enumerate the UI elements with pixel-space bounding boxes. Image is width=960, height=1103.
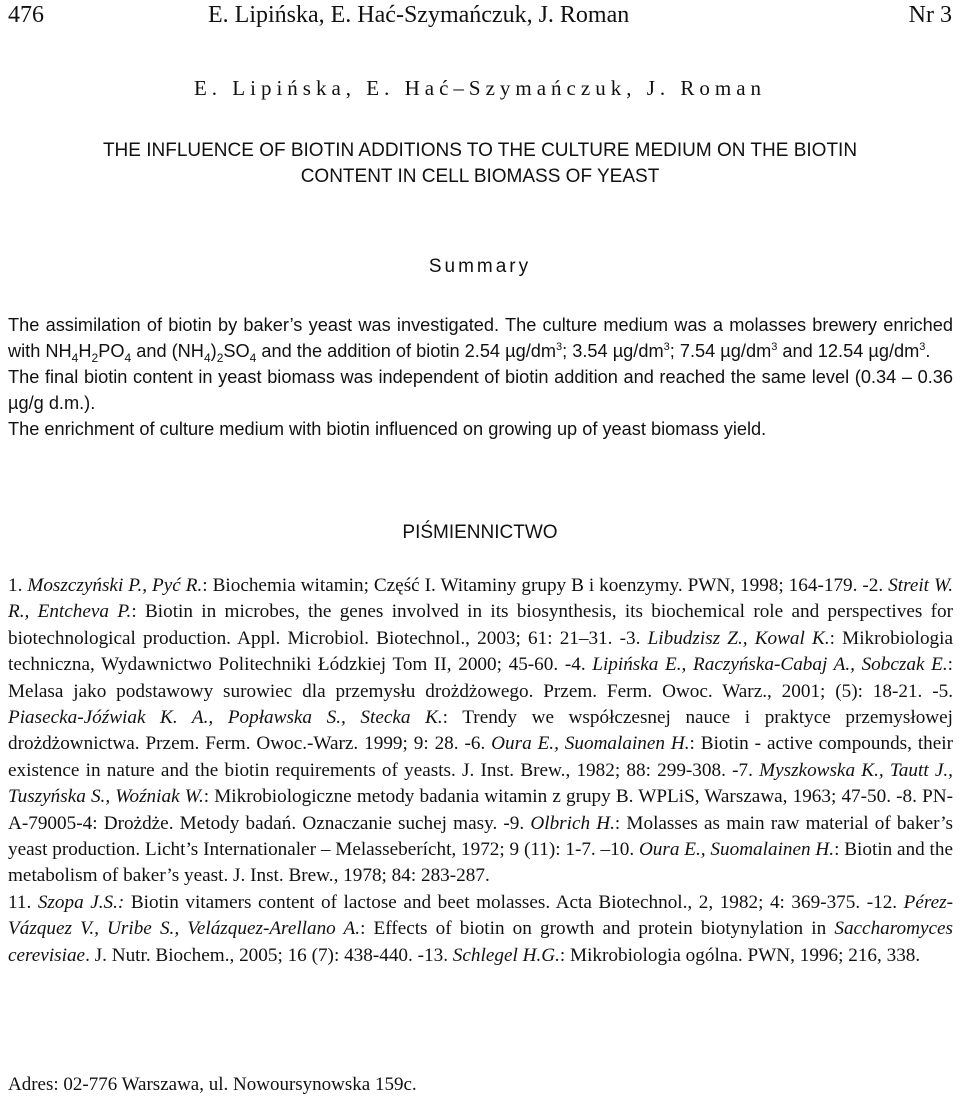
ref-authors: Olbrich H.: [530, 812, 615, 834]
ref-text: : Biotin - active compounds, their existence in nature and the biotin requirements of yeasts. J. Inst. Brew., 1982; 88: 299-308. -7.: [8, 733, 954, 781]
ref-text: : Mikrobiologiczne metody badania witamin z grupy B. WPLiS, Warszawa, 1963; 47-50. -8. PN- A-79005-4: Drożdże. Metody badań. Oznaczanie suchej masy. -9.: [8, 786, 953, 834]
summary-body: [8, 312, 953, 442]
summary-paragraph: The assimilation of biotin by baker’s yeast was investigated. The culture medium was a molasses brewery enriched with $NH_4H_2PO_4$ and $(NH_4)_2SO_4$ and the addition of biotin 2.54 $\mu g/dm^3$; 3.54 $\mu g/dm^3$; 7.54 $\mu g/dm^3$ and 12.54 $\mu g/dm^3$.: [8, 315, 953, 365]
ref-text: : Molasses as main raw material of baker’s yeast production. Licht’s Internationaler – Melasseberícht, 1972; 9 (11): 1-7. –10.: [8, 812, 954, 861]
ref-text: : Melasa jako podstawowy surowiec dla przemysłu drożdżowego. Przem. Ferm. Owoc. Warz., 2001; (5): 18-21. -5.: [8, 654, 953, 702]
ref-authors: Schlegel H.G.: [452, 944, 560, 966]
ref-authors: Pérez-Vázquez V., Uribe S., Velázquez-Arellano A.: [8, 891, 953, 940]
ref-text: Biotin vitamers content of lactose and beet molasses. Acta Biotechnol., 2, 1982; 4: 369-375. -12.: [124, 891, 904, 913]
ref-authors: Moszczyński P., Pyć R.: [27, 575, 203, 596]
summary-text: and 12.54 µg/dm: [777, 341, 920, 361]
summary-text: ; 7.54 µg/dm: [669, 341, 772, 361]
ref-number: 11.: [8, 891, 38, 913]
ref-authors: Oura E., Suomalainen H.: [638, 839, 835, 861]
ref-species: Saccharomyces cerevisiae: [8, 918, 953, 966]
summary-text: .: [925, 341, 931, 361]
ref-authors: Piasecka-Jóźwiak K. A., Popławska S., Stecka K.: [8, 707, 443, 729]
ref-authors: Szopa J.S.:: [37, 891, 125, 913]
article-title: [8, 138, 952, 190]
summary-text: and the addition of biotin 2.54 µg/dm: [256, 341, 557, 361]
ref-authors: Oura E., Suomalainen H.: [491, 733, 690, 755]
summary-heading: Summary: [428, 256, 532, 277]
ref-authors: Lipińska E., Raczyńska-Cabaj A., Sobczak E.: [592, 654, 948, 676]
title-line: THE INFLUENCE OF BIOTIN ADDITIONS TO THE CULTURE MEDIUM ON THE BIOTIN: [102, 140, 858, 161]
summary-paragraph: The enrichment of culture medium with biotin influenced on growing up of yeast biomass yield.: [8, 419, 767, 439]
ref-text: : Mikrobiologia ogólna. PWN, 1996; 216, 338.: [559, 944, 921, 966]
references-paragraph: [8, 573, 953, 890]
ref-text: : Biotin and the metabolism of baker’s yeast. J. Inst. Brew., 1978; 84: 283-287.: [8, 839, 953, 887]
summary-paragraph: The final biotin content in yeast biomass was independent of biotin addition and reached the same level (0.34 – 0.36 µg/g d.m.).: [8, 367, 953, 413]
summary-text: ; 3.54 µg/dm: [562, 341, 664, 361]
references-list: [8, 573, 953, 969]
page-number: 476: [8, 2, 44, 28]
ref-text: : Effects of biotin on growth and protein biotynylation in: [360, 918, 835, 940]
ref-number: 1.: [8, 575, 28, 596]
ref-authors: Myszkowska K., Tautt J., Tuszyńska S., Woźniak W.: [8, 759, 953, 808]
ref-text: : Biochemia witamin; Część I. Witaminy grupy B i koenzymy. PWN, 1998; 164-179. -2.: [202, 575, 889, 596]
summary-text: The assimilation of biotin by baker’s yeast was investigated. The culture medium was a molasses brewery enriched with NH: [8, 315, 953, 361]
ref-text: . J. Nutr. Biochem., 2005; 16 (7): 438-440. -13.: [85, 944, 453, 966]
ref-authors: Libudzisz Z., Kowal K.: [647, 627, 830, 649]
ref-text: : Biotin in microbes, the genes involved in its biosynthesis, its biochemical role and perspectives for biotechnological production. Appl. Microbiol. Biotechnol., 2003; 61: 21–31. -3.: [8, 601, 953, 649]
ref-text: : Trendy we współczesnej nauce i praktyce przemysłowej drożdżownictwa. Przem. Ferm. Owoc.-Warz. 1999; 9: 28. -6.: [8, 707, 953, 755]
issue-number: Nr 3: [908, 2, 952, 28]
references-heading: PIŚMIENNICTWO: [402, 522, 558, 543]
references-paragraph: [8, 890, 953, 969]
ref-text: : Mikrobiologia techniczna, Wydawnictwo Politechniki Łódzkiej Tom II, 2000; 45-60. -4.: [8, 627, 954, 676]
ref-authors: Streit W. R., Entcheva P.: [8, 575, 953, 623]
article-authors: E. Lipińska, E. Hać–Szymańczuk, J. Roman: [193, 76, 767, 100]
author-address: Adres: 02-776 Warszawa, ul. Nowoursynowska 159c.: [8, 1074, 417, 1095]
running-header: [8, 2, 952, 32]
running-authors: E. Lipińska, E. Hać-Szymańczuk, J. Roman: [208, 2, 630, 28]
title-line: CONTENT IN CELL BIOMASS OF YEAST: [300, 166, 660, 187]
